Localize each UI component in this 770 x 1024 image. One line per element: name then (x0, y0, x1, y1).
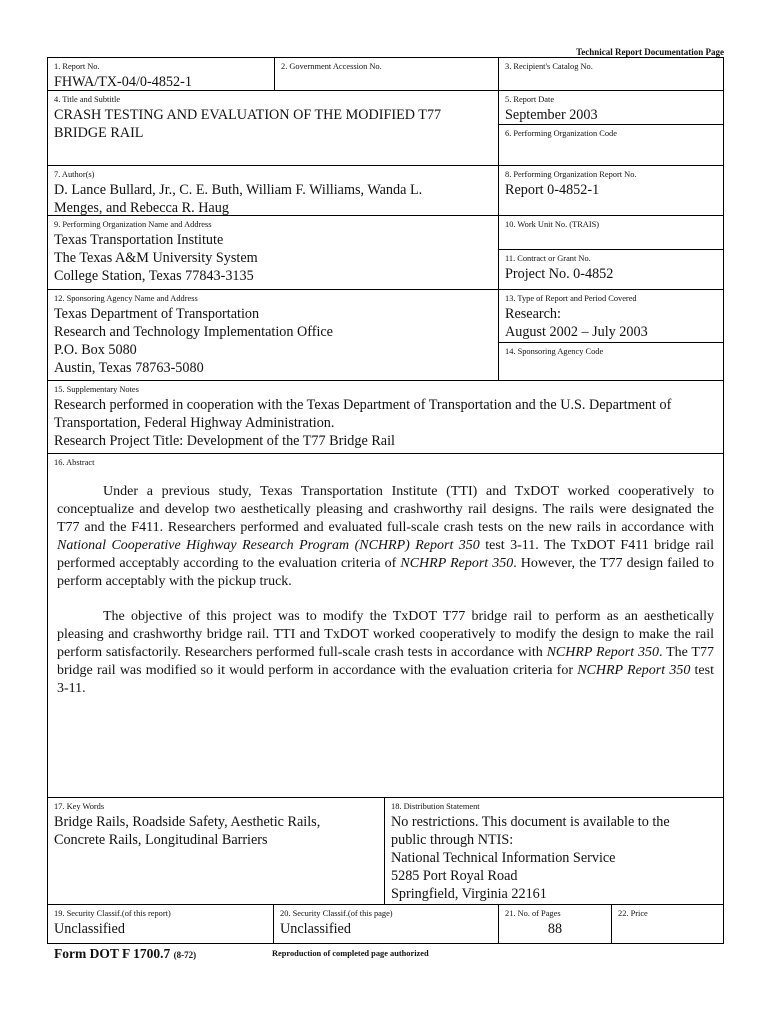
field-value: D. Lance Bullard, Jr., C. E. Buth, William F. Williams, Wanda L. Menges, and Rebecca R. Haug (54, 182, 423, 216)
field-key-words (48, 798, 385, 905)
field-label: 13. Type of Report and Period Covered (505, 294, 637, 303)
form-number (54, 946, 196, 962)
abstract-italic-run: NCHRP Report 350 (400, 556, 514, 571)
field-label: 20. Security Classif.(of this page) (280, 909, 393, 918)
field-security-classification-page (274, 905, 499, 943)
abstract-text-run: The objective of this project was to modify the TxDOT T77 bridge rail to perform as an aesthetically pleasing and crashworthy bridge rail. TTI and TxDOT worked cooperatively to modify the design to make the rail perform satisfactorily. Researchers performed full-scale crash tests in accordance with (57, 609, 714, 660)
abstract-text-run: . However, the T77 design failed to perform acceptably with the pickup truck. (57, 556, 714, 589)
field-supplementary-notes (48, 381, 723, 454)
field-value: Research performed in cooperation with the Texas Department of Transportation and the U.S. Department of Transportation, Federal Highway Administration. Research Project Title: Development of the T77 Bridge Rail (54, 397, 672, 449)
field-price (612, 905, 723, 943)
field-label: 4. Title and Subtitle (54, 95, 121, 104)
field-label: 22. Price (618, 909, 648, 918)
field-report-date (499, 91, 723, 125)
field-label: 12. Sponsoring Agency Name and Address (54, 294, 198, 303)
field-label: 19. Security Classif.(of this report) (54, 909, 171, 918)
field-title-subtitle (48, 91, 499, 166)
field-label: 17. Key Words (54, 802, 105, 811)
form-revision: (8-72) (173, 950, 197, 960)
field-abstract (48, 454, 723, 798)
abstract-text-run: test 3-11. The TxDOT F411 bridge rail performed acceptably according to the evaluation criteria of (57, 538, 714, 571)
field-label: 2. Government Accession No. (281, 62, 382, 71)
field-performing-organization-report-no (499, 166, 723, 216)
field-label: 14. Sponsoring Agency Code (505, 347, 604, 356)
field-label: 3. Recipient's Catalog No. (505, 62, 593, 71)
field-security-classification-report (48, 905, 274, 943)
field-label: 21. No. of Pages (505, 909, 561, 918)
field-value: FHWA/TX-04/0-4852-1 (54, 74, 192, 90)
field-value: Unclassified (280, 921, 351, 937)
abstract-text-run: . The T77 bridge rail was modified so it would perform in accordance with the evaluation criteria for (57, 645, 714, 678)
field-sponsoring-agency-code (499, 343, 723, 381)
abstract-italic-run: National Cooperative Highway Research Program (NCHRP) Report 350 (57, 538, 480, 553)
field-label: 15. Supplementary Notes (54, 385, 139, 394)
field-distribution-statement (385, 798, 723, 905)
form-number-text: Form DOT F 1700.7 (54, 946, 171, 961)
field-value: Texas Transportation Institute The Texas A&M University System College Station, Texas 77843-3135 (54, 232, 258, 284)
field-label: 18. Distribution Statement (391, 802, 480, 811)
field-authors (48, 166, 499, 216)
field-value: Project No. 0-4852 (505, 266, 614, 282)
abstract-paragraph-1 (57, 483, 714, 591)
field-contract-grant-no (499, 250, 723, 290)
field-value: No restrictions. This document is available to the public through NTIS: National Technical Information Service 5285 Port Royal Road Springfield, Virginia 22161 (391, 814, 670, 902)
field-value: Bridge Rails, Roadside Safety, Aesthetic Rails, Concrete Rails, Longitudinal Barriers (54, 814, 321, 848)
field-value: Texas Department of Transportation Research and Technology Implementation Office P.O. Box 5080 Austin, Texas 78763-5080 (54, 306, 333, 376)
field-label: 5. Report Date (505, 95, 555, 104)
abstract-text-run: Under a previous study, Texas Transportation Institute (TTI) and TxDOT worked cooperatively to conceptualize and develop two aesthetically pleasing and crashworthy rail designs. The rails were designated the T77 and the F411. Researchers performed and evaluated full-scale crash tests on the new rails in accordance with (57, 484, 714, 535)
field-sponsoring-agency (48, 290, 499, 381)
abstract-text (54, 483, 717, 698)
field-label: 11. Contract or Grant No. (505, 254, 591, 263)
page-header-title: Technical Report Documentation Page (576, 47, 724, 57)
abstract-text-run: test 3-11. (57, 663, 714, 696)
field-report-no (48, 58, 275, 91)
field-label: 8. Performing Organization Report No. (505, 170, 637, 179)
field-performing-organization-name (48, 216, 499, 290)
report-documentation-form (47, 57, 724, 944)
abstract-italic-run: NCHRP Report 350 (577, 663, 691, 678)
field-value: September 2003 (505, 107, 598, 123)
field-number-of-pages (499, 905, 612, 943)
field-recipient-catalog-no (499, 58, 723, 91)
field-value: CRASH TESTING AND EVALUATION OF THE MODIFIED T77 BRIDGE RAIL (54, 107, 442, 141)
field-work-unit-no (499, 216, 723, 250)
field-label: 6. Performing Organization Code (505, 129, 617, 138)
field-report-type-period (499, 290, 723, 343)
abstract-paragraph-2 (57, 608, 714, 698)
field-performing-organization-code (499, 125, 723, 166)
abstract-italic-run: NCHRP Report 350 (546, 645, 659, 660)
field-label: 9. Performing Organization Name and Address (54, 220, 212, 229)
field-value: Research: August 2002 – July 2003 (505, 306, 648, 340)
field-government-accession-no (275, 58, 499, 91)
field-value: Report 0-4852-1 (505, 182, 600, 198)
field-value: 88 (547, 921, 563, 937)
field-label: 7. Author(s) (54, 170, 95, 179)
field-label: 16. Abstract (54, 458, 95, 467)
field-value: Unclassified (54, 921, 125, 937)
field-label: 10. Work Unit No. (TRAIS) (505, 220, 600, 229)
reproduction-notice: Reproduction of completed page authorized (272, 949, 429, 958)
field-label: 1. Report No. (54, 62, 100, 71)
